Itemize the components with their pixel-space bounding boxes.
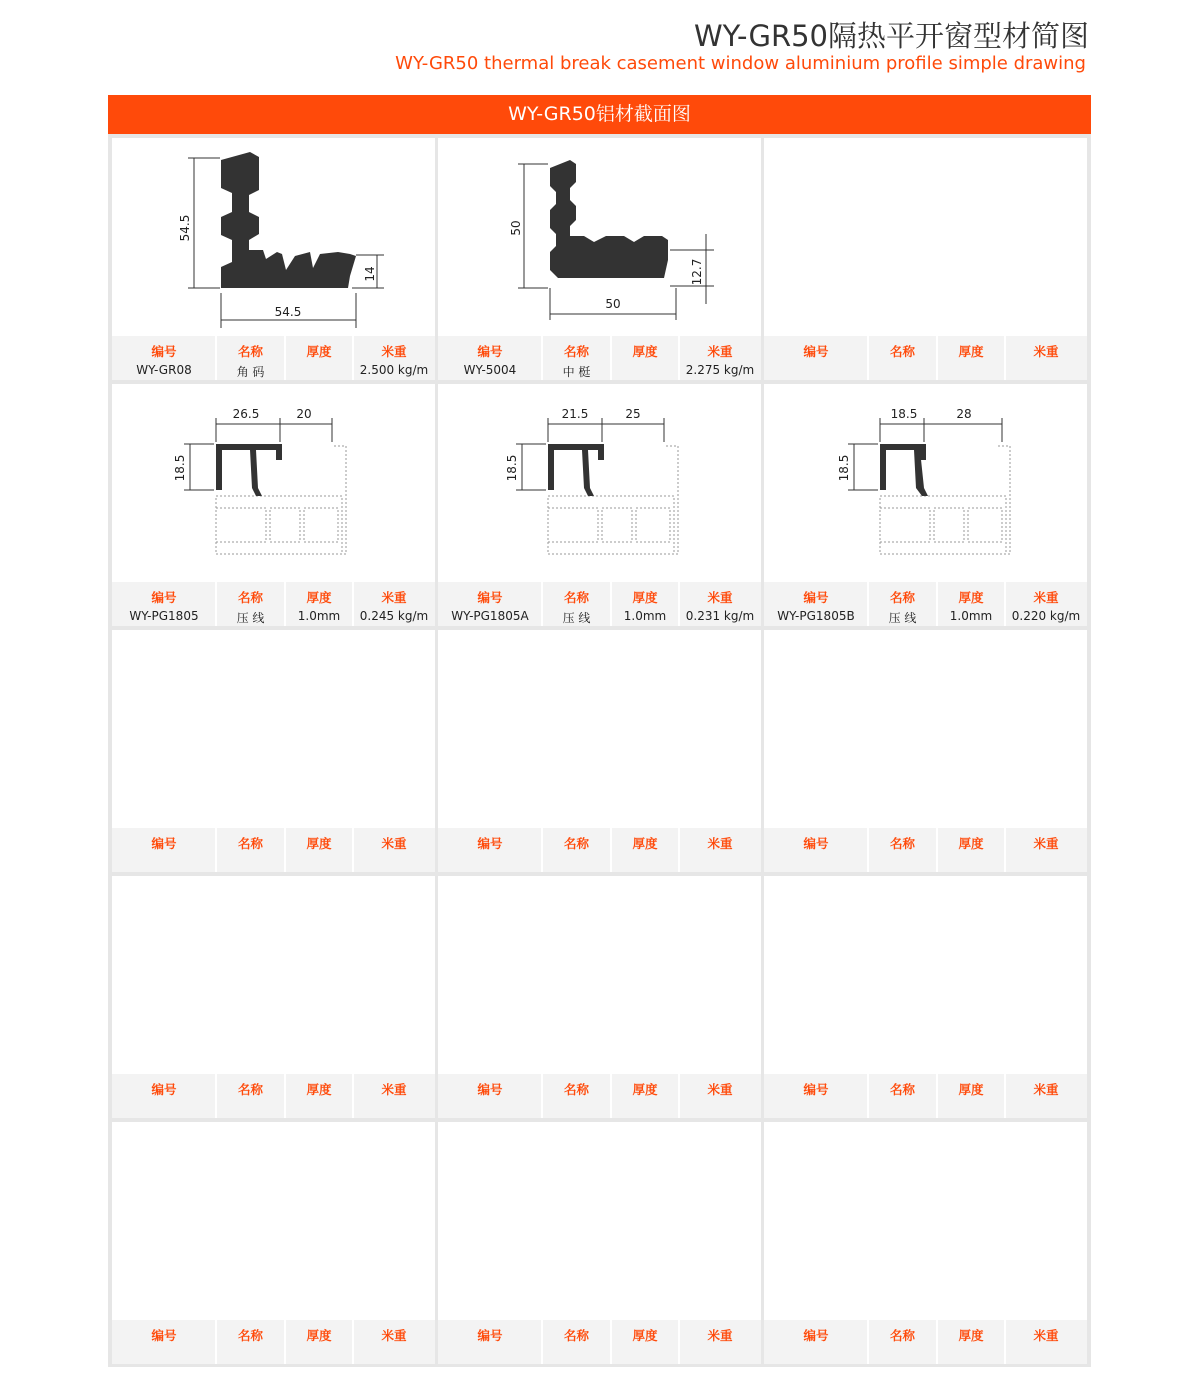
thickness-header: 厚度 (958, 1328, 984, 1343)
mullion-shape (550, 160, 668, 278)
name-header: 名称 (889, 1082, 915, 1097)
column-divider (936, 582, 938, 626)
profile-card (438, 876, 761, 1118)
profile-card (764, 876, 1087, 1118)
profile-info-table (764, 1320, 1087, 1364)
profile-drawing-5004 (438, 138, 761, 336)
weight-header: 米重 (1033, 590, 1059, 605)
column-divider (610, 336, 612, 380)
code-value: WY-PG1805A (451, 609, 529, 623)
profile-card (438, 1122, 761, 1364)
column-divider (1004, 828, 1006, 872)
dim-height-label: 50 (509, 220, 523, 236)
column-divider (936, 1320, 938, 1364)
column-divider (215, 1320, 217, 1364)
name-header: 名称 (889, 836, 915, 851)
name-header: 名称 (563, 1082, 589, 1097)
dim-height-label: 18.5 (505, 454, 519, 482)
weight-value: 2.275 kg/m (685, 363, 755, 377)
code-value: WY-PG1805 (129, 609, 199, 623)
profile-card (112, 876, 435, 1118)
profile-drawing-empty (112, 876, 435, 1074)
code-header: 编号 (151, 1082, 177, 1097)
name-header: 名称 (237, 590, 263, 605)
thickness-header: 厚度 (632, 590, 658, 605)
frame-outline (548, 446, 678, 554)
name-header: 名称 (563, 590, 589, 605)
column-divider (284, 1320, 286, 1364)
column-divider (867, 828, 869, 872)
profile-card (764, 384, 1087, 626)
thickness-header: 厚度 (306, 836, 332, 851)
code-header: 编号 (151, 836, 177, 851)
thickness-value: 1.0mm (623, 609, 667, 623)
profile-drawing-empty (764, 1122, 1087, 1320)
thickness-header: 厚度 (306, 1328, 332, 1343)
code-header: 编号 (803, 590, 829, 605)
code-header: 编号 (477, 590, 503, 605)
column-divider (610, 1074, 612, 1118)
profile-drawing-pg1805 (112, 384, 435, 582)
column-divider (936, 1074, 938, 1118)
profile-info-table (764, 1074, 1087, 1118)
column-divider (215, 582, 217, 626)
name-value: 角 码 (236, 365, 265, 379)
profile-info-table (112, 1074, 435, 1118)
profile-info-table (764, 582, 1087, 626)
code-value: WY-GR08 (136, 363, 192, 377)
column-divider (541, 336, 543, 380)
thickness-header: 厚度 (632, 344, 658, 359)
column-divider (1004, 1320, 1006, 1364)
column-divider (610, 1320, 612, 1364)
name-header: 名称 (237, 1328, 263, 1343)
profile-card (112, 1122, 435, 1364)
code-header: 编号 (151, 1328, 177, 1343)
weight-header: 米重 (1033, 344, 1059, 359)
name-value: 压 线 (236, 611, 265, 625)
corner-cleat-shape (221, 152, 356, 288)
name-header: 名称 (889, 344, 915, 359)
name-header: 名称 (237, 1082, 263, 1097)
thickness-header: 厚度 (958, 344, 984, 359)
profile-drawing-pg1805b (764, 384, 1087, 582)
weight-header: 米重 (381, 1082, 407, 1097)
column-divider (284, 582, 286, 626)
weight-header: 米重 (707, 590, 733, 605)
profile-card (112, 630, 435, 872)
name-header: 名称 (237, 344, 263, 359)
column-divider (284, 336, 286, 380)
name-header: 名称 (563, 836, 589, 851)
dim-top-right-label: 20 (296, 407, 312, 421)
column-divider (678, 828, 680, 872)
column-divider (352, 828, 354, 872)
dim-width-label: 50 (605, 297, 621, 311)
dim-top-left-label: 26.5 (232, 407, 260, 421)
profile-drawing-empty (764, 630, 1087, 828)
weight-header: 米重 (381, 590, 407, 605)
column-divider (936, 336, 938, 380)
thickness-header: 厚度 (306, 344, 332, 359)
weight-value: 0.245 kg/m (359, 609, 429, 623)
profile-info-table (438, 1074, 761, 1118)
profile-card (438, 138, 761, 380)
profile-drawing-empty (764, 876, 1087, 1074)
weight-value: 0.231 kg/m (685, 609, 755, 623)
profile-drawing-empty (112, 630, 435, 828)
thickness-header: 厚度 (958, 836, 984, 851)
column-divider (541, 1320, 543, 1364)
profile-grid (108, 134, 1091, 1367)
profile-info-table (438, 336, 761, 380)
thickness-header: 厚度 (632, 1328, 658, 1343)
column-divider (678, 1320, 680, 1364)
name-header: 名称 (563, 1328, 589, 1343)
column-divider (352, 336, 354, 380)
dim-width-label: 54.5 (274, 305, 302, 319)
code-header: 编号 (477, 836, 503, 851)
profile-card (438, 630, 761, 872)
profile-info-table (112, 1320, 435, 1364)
glazing-bead-shape (216, 444, 282, 496)
code-header: 编号 (803, 344, 829, 359)
name-header: 名称 (237, 836, 263, 851)
code-header: 编号 (477, 1082, 503, 1097)
profile-card (764, 138, 1087, 380)
column-divider (867, 336, 869, 380)
profile-info-table (764, 336, 1087, 380)
thickness-header: 厚度 (632, 1082, 658, 1097)
name-header: 名称 (889, 1328, 915, 1343)
weight-header: 米重 (1033, 836, 1059, 851)
column-divider (1004, 336, 1006, 380)
profile-drawing-empty (438, 630, 761, 828)
name-header: 名称 (563, 344, 589, 359)
code-value: WY-5004 (463, 363, 517, 377)
column-divider (867, 1074, 869, 1118)
dim-top-right-label: 25 (625, 407, 641, 421)
code-value: WY-PG1805B (777, 609, 855, 623)
dim-top-left-label: 21.5 (561, 407, 589, 421)
profile-card (438, 384, 761, 626)
column-divider (215, 828, 217, 872)
code-header: 编号 (151, 344, 177, 359)
column-divider (867, 1320, 869, 1364)
dim-leg-label: 12.7 (690, 258, 704, 286)
column-divider (352, 582, 354, 626)
name-value: 压 线 (562, 611, 591, 625)
weight-value: 0.220 kg/m (1011, 609, 1081, 623)
column-divider (678, 582, 680, 626)
frame-outline (880, 446, 1010, 554)
profile-drawing-empty (438, 1122, 761, 1320)
column-divider (541, 582, 543, 626)
column-divider (215, 336, 217, 380)
dim-height-label: 18.5 (173, 454, 187, 482)
column-divider (610, 828, 612, 872)
frame-outline (216, 446, 346, 554)
weight-header: 米重 (381, 836, 407, 851)
thickness-value: 1.0mm (297, 609, 341, 623)
column-divider (1004, 1074, 1006, 1118)
profile-info-table (112, 828, 435, 872)
weight-header: 米重 (707, 1082, 733, 1097)
weight-header: 米重 (707, 344, 733, 359)
page-title: WY-GR50隔热平开窗型材简图 (694, 19, 1089, 53)
weight-header: 米重 (707, 1328, 733, 1343)
code-header: 编号 (151, 590, 177, 605)
profile-info-table (112, 336, 435, 380)
thickness-header: 厚度 (306, 590, 332, 605)
dim-top-right-label: 28 (956, 407, 972, 421)
name-header: 名称 (889, 590, 915, 605)
thickness-header: 厚度 (306, 1082, 332, 1097)
code-header: 编号 (803, 1082, 829, 1097)
code-header: 编号 (477, 1328, 503, 1343)
column-divider (215, 1074, 217, 1118)
column-divider (1004, 582, 1006, 626)
column-divider (352, 1320, 354, 1364)
profile-drawing-empty (112, 1122, 435, 1320)
dim-height-label: 18.5 (837, 454, 851, 482)
thickness-header: 厚度 (958, 1082, 984, 1097)
dim-top-left-label: 18.5 (890, 407, 918, 421)
weight-header: 米重 (1033, 1328, 1059, 1343)
dim-height-label: 54.5 (178, 214, 192, 242)
profile-info-table (438, 1320, 761, 1364)
profile-card (112, 138, 435, 380)
profile-card (112, 384, 435, 626)
glazing-bead-shape (548, 444, 604, 496)
column-divider (678, 336, 680, 380)
profile-info-table (764, 828, 1087, 872)
profile-card (764, 1122, 1087, 1364)
page-subtitle: WY-GR50 thermal break casement window aluminium profile simple drawing (395, 53, 1086, 74)
thickness-value: 1.0mm (949, 609, 993, 623)
column-divider (678, 1074, 680, 1118)
weight-header: 米重 (381, 1328, 407, 1343)
weight-header: 米重 (707, 836, 733, 851)
thickness-header: 厚度 (958, 590, 984, 605)
weight-value: 2.500 kg/m (359, 363, 429, 377)
profile-info-table (438, 828, 761, 872)
code-header: 编号 (803, 836, 829, 851)
profile-drawing-gr08 (112, 138, 435, 336)
column-divider (610, 582, 612, 626)
name-value: 压 线 (888, 611, 917, 625)
glazing-bead-shape (880, 444, 928, 496)
section-banner: WY-GR50铝材截面图 (108, 95, 1091, 134)
profile-info-table (438, 582, 761, 626)
thickness-header: 厚度 (632, 836, 658, 851)
code-header: 编号 (477, 344, 503, 359)
column-divider (284, 1074, 286, 1118)
profile-card (764, 630, 1087, 872)
code-header: 编号 (803, 1328, 829, 1343)
profile-drawing-empty (438, 876, 761, 1074)
dim-leg-label: 14 (363, 266, 377, 282)
name-value: 中 梃 (562, 365, 591, 379)
profile-drawing-empty (764, 138, 1087, 336)
column-divider (284, 828, 286, 872)
column-divider (936, 828, 938, 872)
column-divider (541, 1074, 543, 1118)
column-divider (541, 828, 543, 872)
column-divider (352, 1074, 354, 1118)
profile-drawing-pg1805a (438, 384, 761, 582)
weight-header: 米重 (381, 344, 407, 359)
column-divider (867, 582, 869, 626)
weight-header: 米重 (1033, 1082, 1059, 1097)
profile-info-table (112, 582, 435, 626)
